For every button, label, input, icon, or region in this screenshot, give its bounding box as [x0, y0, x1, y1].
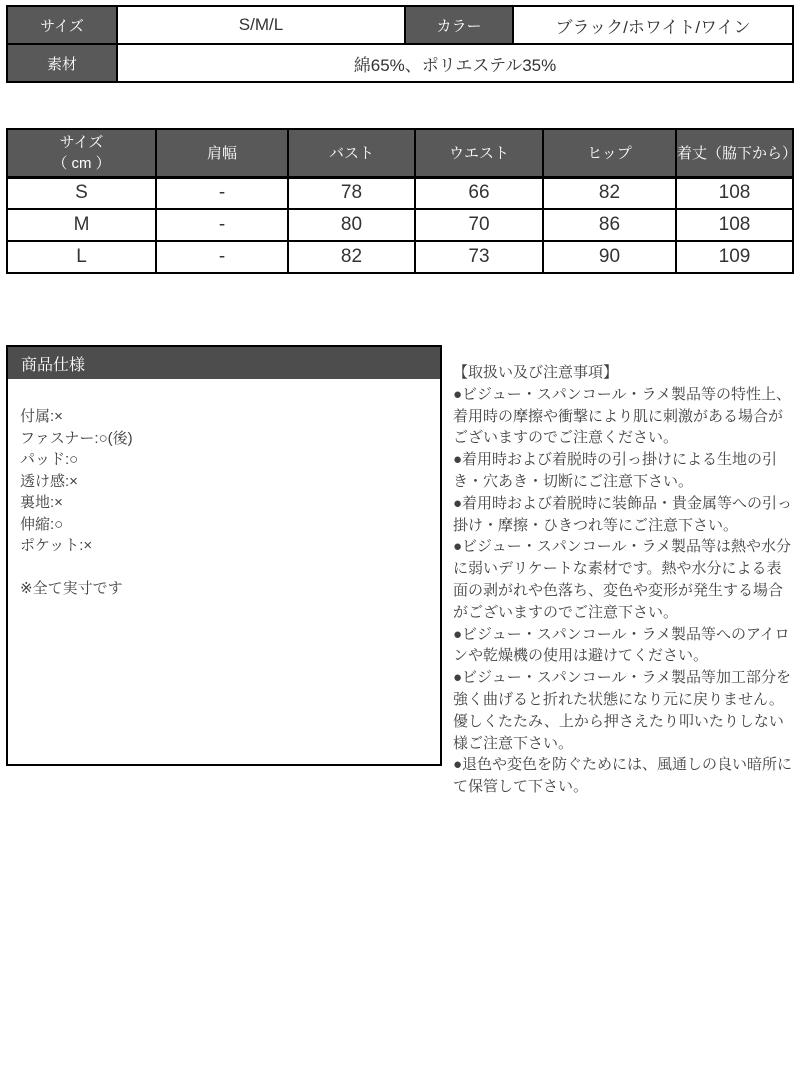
notice-item: ●ビジュー・スパンコール・ラメ製品等の特性上、着用時の摩擦や衝撃により肌に刺激がある場合がございますのでご注意ください。	[453, 385, 792, 447]
material-value-cell: 綿65%、ポリエステル35%	[117, 44, 793, 82]
cell-shoulder: -	[156, 209, 288, 241]
cell-shoulder: -	[156, 241, 288, 273]
col-header-waist: ウエスト	[415, 129, 543, 177]
color-value-cell: ブラック/ホワイト/ワイン	[513, 6, 793, 44]
product-spec-box-title: 商品仕様	[21, 356, 86, 374]
notice-item: ●ビジュー・スパンコール・ラメ製品等は熱や水分に弱いデリケートな素材です。熱や水分による表面の剥がれや色落ち、変色や変形が発生する場合がございますのでご注意下さい。	[453, 538, 792, 621]
col-header-length: 着丈（脇下から）	[676, 129, 793, 177]
spec-item-lining: 裏地:×	[20, 494, 63, 511]
cell-waist: 66	[415, 177, 543, 209]
cell-length: 108	[676, 209, 793, 241]
col-header-size-cm	[7, 129, 156, 177]
cell-hip: 82	[543, 177, 676, 209]
col-header-bust: バスト	[288, 129, 415, 177]
handling-notices	[453, 345, 793, 798]
col-header-hip: ヒップ	[543, 129, 676, 177]
col-header-size-line2: （ cm ）	[52, 154, 111, 172]
color-label-cell: カラー	[405, 6, 513, 44]
spec-item-sheerness: 透け感:×	[20, 472, 78, 490]
cell-length: 108	[676, 177, 793, 209]
notice-item: ●着用時および着脱時に装飾品・貴金属等への引っ掛け・摩擦・ひきつれ等にご注意下さい。	[453, 494, 793, 534]
measurements-row-s	[7, 177, 793, 209]
measurements-table	[6, 128, 798, 274]
spec-item-accessory: 付属:×	[20, 408, 63, 425]
info-row-material	[7, 44, 793, 82]
cell-waist: 70	[415, 209, 543, 241]
spec-note: ※全て実寸です	[20, 579, 123, 597]
measurements-row-m	[7, 209, 793, 241]
cell-hip: 86	[543, 209, 676, 241]
cell-length: 109	[676, 241, 793, 273]
measurements-header-row	[7, 129, 793, 177]
notice-item: ●着用時および着脱時の引っ掛けによる生地の引き・穴あき・切断にご注意下さい。	[453, 451, 778, 490]
cell-shoulder: -	[156, 177, 288, 209]
material-label-cell: 素材	[7, 44, 117, 82]
col-header-shoulder: 肩幅	[156, 129, 288, 177]
cell-size: S	[7, 177, 156, 209]
col-header-size-line1: サイズ	[59, 133, 104, 151]
notice-item: ●ビジュー・スパンコール・ラメ製品等加工部分を強く曲げると折れた状態になり元に戻りません。優しくたたみ、上から押さえたり叩いたりしない様ご注意下さい。	[453, 669, 792, 752]
notice-item: ●ビジュー・スパンコール・ラメ製品等へのアイロンや乾燥機の使用は避けてください。	[453, 625, 790, 665]
info-table	[6, 5, 794, 83]
cell-hip: 90	[543, 241, 676, 273]
spec-item-stretch: 伸縮:○	[20, 515, 64, 533]
bottom-section	[6, 345, 794, 798]
measurements-row-l	[7, 241, 793, 273]
product-spec-list	[8, 379, 440, 599]
product-spec-box	[6, 345, 442, 766]
notice-item: ●退色や変色を防ぐためには、風通しの良い暗所にて保管して下さい。	[453, 756, 793, 796]
spec-item-pocket: ポケット:×	[20, 537, 93, 554]
product-spec-box-header	[8, 347, 440, 379]
cell-bust: 80	[288, 209, 415, 241]
spec-item-pad: パッド:○	[20, 451, 79, 468]
info-row-size-color	[7, 6, 793, 44]
cell-size: L	[7, 241, 156, 273]
cell-bust: 82	[288, 241, 415, 273]
size-value-cell: S/M/L	[117, 6, 405, 44]
cell-bust: 78	[288, 177, 415, 209]
handling-notices-title: 【取扱い及び注意事項】	[453, 364, 619, 381]
cell-size: M	[7, 209, 156, 241]
cell-waist: 73	[415, 241, 543, 273]
size-label-cell: サイズ	[7, 6, 117, 44]
spec-item-fastener: ファスナー:○(後)	[20, 429, 133, 447]
